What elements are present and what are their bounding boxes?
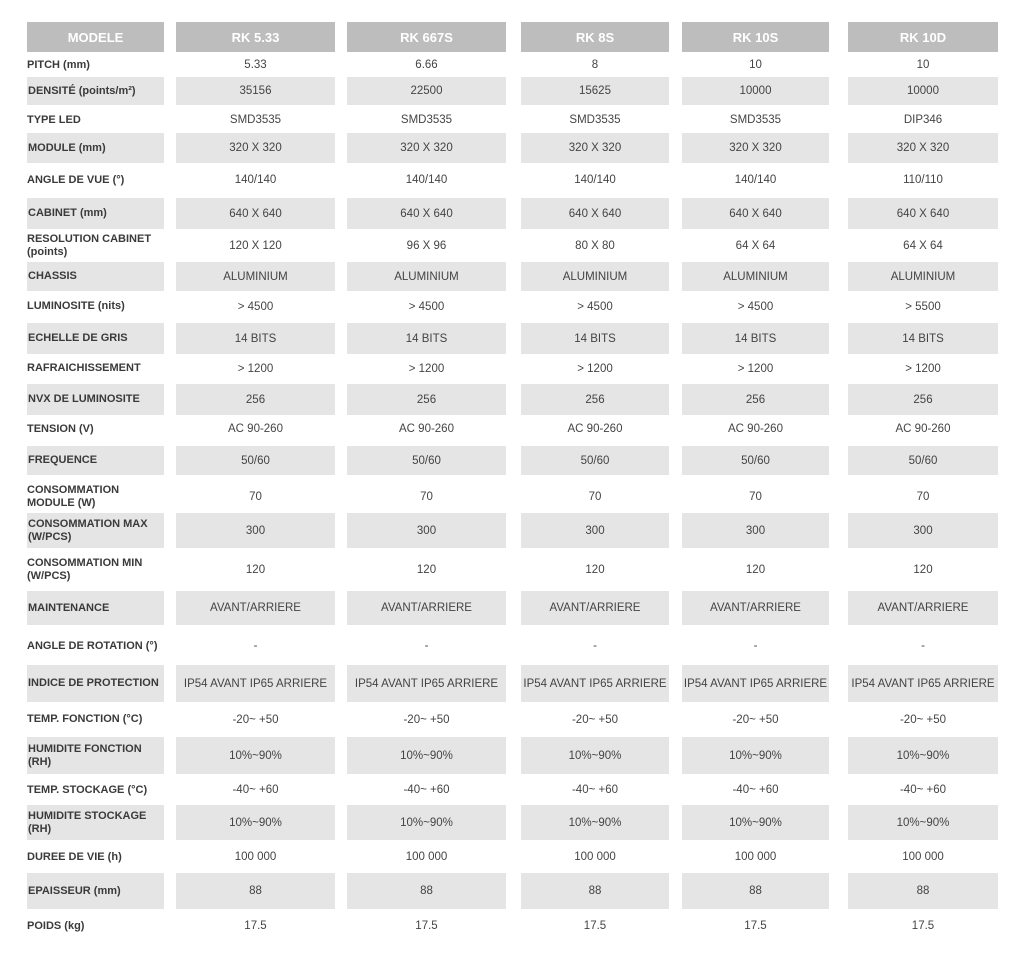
- spec-row: [27, 910, 998, 942]
- spec-value: -40~ +60: [403, 784, 450, 796]
- spec-value: 100 000: [405, 851, 448, 863]
- spec-value: 10%~90%: [176, 737, 335, 774]
- spec-value: SMD3535: [229, 114, 282, 126]
- spec-value: AVANT/ARRIERE: [176, 591, 335, 625]
- spec-label: CABINET (mm): [27, 198, 164, 229]
- spec-value: 10%~90%: [848, 737, 998, 774]
- spec-row: [27, 416, 998, 442]
- spec-row: [27, 133, 998, 163]
- spec-row: [27, 384, 998, 415]
- spec-value: 14 BITS: [176, 323, 335, 354]
- spec-value: 256: [176, 384, 335, 415]
- spec-value: > 1200: [905, 362, 941, 375]
- spec-value: 300: [848, 513, 998, 548]
- spec-value: 10000: [682, 77, 829, 105]
- spec-value: ALUMINIUM: [521, 262, 669, 291]
- spec-value: 88: [521, 873, 669, 909]
- spec-value: IP54 AVANT IP65 ARRIERE: [848, 665, 998, 702]
- spec-value: 50/60: [682, 446, 829, 475]
- spec-value: ALUMINIUM: [848, 262, 998, 291]
- spec-value: 300: [521, 513, 669, 548]
- spec-row: [27, 355, 998, 382]
- spec-value: 88: [347, 873, 506, 909]
- spec-value: 10: [916, 59, 930, 71]
- spec-value: > 4500: [237, 300, 274, 313]
- spec-value: -: [921, 640, 925, 652]
- spec-value: > 4500: [577, 300, 613, 313]
- spec-value: 10%~90%: [347, 805, 506, 840]
- spec-value: 50/60: [521, 446, 669, 475]
- spec-row: [27, 776, 998, 804]
- spec-value: 17.5: [415, 920, 438, 932]
- spec-label: LUMINOSITE (nits): [27, 300, 125, 312]
- spec-value: 50/60: [347, 446, 506, 475]
- spec-value: 50/60: [176, 446, 335, 475]
- spec-label: CHASSIS: [27, 262, 164, 291]
- spec-row: [27, 591, 998, 625]
- spec-value: SMD3535: [569, 114, 621, 126]
- spec-value: 50/60: [848, 446, 998, 475]
- spec-value: -: [593, 640, 597, 652]
- spec-value: 88: [176, 873, 335, 909]
- spec-value: DIP346: [903, 114, 943, 126]
- spec-value: 8: [591, 59, 599, 71]
- spec-label: INDICE DE PROTECTION: [27, 665, 164, 702]
- spec-value: ALUMINIUM: [682, 262, 829, 291]
- spec-row: [27, 873, 998, 909]
- spec-value: 15625: [521, 77, 669, 105]
- spec-value: > 1200: [237, 362, 274, 375]
- spec-row: [27, 77, 998, 105]
- spec-value: 120: [913, 564, 933, 576]
- spec-value: 10%~90%: [176, 805, 335, 840]
- spec-value: 96 X 96: [406, 239, 447, 252]
- spec-row: [27, 262, 998, 291]
- spec-label: MODULE (mm): [27, 133, 164, 163]
- spec-value: IP54 AVANT IP65 ARRIERE: [682, 665, 829, 702]
- spec-value: 64 X 64: [903, 239, 943, 252]
- spec-value: 640 X 640: [176, 198, 335, 229]
- spec-value: > 1200: [737, 362, 774, 375]
- spec-value: IP54 AVANT IP65 ARRIERE: [176, 665, 335, 702]
- spec-value: 14 BITS: [848, 323, 998, 354]
- spec-value: > 4500: [737, 300, 774, 313]
- spec-row: [27, 446, 998, 475]
- spec-row: [27, 108, 998, 132]
- spec-value: -40~ +60: [899, 784, 947, 796]
- spec-row: [27, 53, 998, 77]
- spec-value: AVANT/ARRIERE: [347, 591, 506, 625]
- spec-value: -40~ +60: [732, 784, 779, 796]
- spec-value: 14 BITS: [347, 323, 506, 354]
- spec-label: FREQUENCE: [27, 446, 164, 475]
- spec-value: 640 X 640: [682, 198, 829, 229]
- spec-value: -20~ +50: [232, 713, 279, 726]
- spec-value: AC 90-260: [728, 423, 783, 435]
- spec-value: 88: [682, 873, 829, 909]
- spec-value: IP54 AVANT IP65 ARRIERE: [347, 665, 506, 702]
- spec-value: 140/140: [734, 174, 777, 186]
- spec-row: [27, 164, 998, 196]
- spec-value: AVANT/ARRIERE: [848, 591, 998, 625]
- spec-value: 6.66: [415, 59, 438, 71]
- spec-value: 70: [420, 490, 433, 503]
- spec-row: [27, 291, 998, 322]
- spec-label: CONSOMMATION MODULE (W): [27, 483, 120, 509]
- spec-value: ALUMINIUM: [176, 262, 335, 291]
- spec-table: [27, 22, 998, 942]
- spec-label: PITCH (mm): [27, 58, 90, 71]
- spec-value: 320 X 320: [682, 133, 829, 163]
- spec-row: [27, 704, 998, 735]
- header-model-1: RK 667S: [347, 22, 506, 52]
- spec-value: ALUMINIUM: [347, 262, 506, 291]
- spec-value: > 1200: [408, 362, 445, 375]
- spec-value: 300: [176, 513, 335, 548]
- spec-row: [27, 479, 998, 514]
- spec-row: [27, 842, 998, 872]
- spec-value: 10%~90%: [347, 737, 506, 774]
- spec-label: NVX DE LUMINOSITE: [27, 384, 164, 415]
- spec-value: 256: [682, 384, 829, 415]
- spec-value: 5.33: [244, 59, 267, 71]
- spec-value: 70: [749, 490, 762, 503]
- spec-row: [27, 628, 998, 664]
- spec-value: -20~ +50: [403, 713, 450, 726]
- spec-row: [27, 737, 998, 774]
- spec-value: 300: [347, 513, 506, 548]
- spec-value: 140/140: [574, 174, 616, 186]
- spec-value: AVANT/ARRIERE: [682, 591, 829, 625]
- spec-value: -: [253, 640, 258, 652]
- spec-value: 17.5: [244, 920, 267, 932]
- spec-value: 120: [585, 564, 605, 576]
- spec-label: TENSION (V): [27, 422, 94, 435]
- spec-value: -: [753, 640, 758, 652]
- spec-label: HUMIDITE STOCKAGE (RH): [27, 805, 164, 840]
- spec-value: -: [424, 640, 429, 652]
- spec-value: 100 000: [902, 851, 944, 863]
- header-model-0: RK 5.33: [176, 22, 335, 52]
- spec-value: -40~ +60: [232, 784, 279, 796]
- spec-value: 10000: [848, 77, 998, 105]
- header-row: [27, 22, 998, 52]
- spec-value: 100 000: [734, 851, 777, 863]
- spec-label: TYPE LED: [27, 113, 81, 126]
- spec-label: TEMP. STOCKAGE (°C): [27, 783, 148, 796]
- spec-value: -20~ +50: [899, 713, 947, 726]
- spec-value: -20~ +50: [571, 713, 619, 726]
- spec-label: RESOLUTION CABINET (points): [27, 232, 152, 258]
- spec-value: 17.5: [911, 920, 935, 932]
- spec-label: DENSITÉ (points/m²): [27, 77, 164, 105]
- spec-value: 640 X 640: [848, 198, 998, 229]
- spec-value: 70: [588, 490, 602, 503]
- spec-label: HUMIDITE FONCTION (RH): [27, 737, 164, 774]
- spec-label: ANGLE DE VUE (°): [27, 173, 125, 186]
- spec-value: 80 X 80: [575, 239, 615, 252]
- spec-value: 100 000: [234, 851, 277, 863]
- spec-value: AC 90-260: [399, 423, 454, 435]
- spec-value: 140/140: [234, 174, 277, 186]
- spec-value: 640 X 640: [521, 198, 669, 229]
- spec-value: 10%~90%: [521, 737, 669, 774]
- header-model-4: RK 10D: [848, 22, 998, 52]
- spec-value: 120: [416, 564, 437, 576]
- spec-row: [27, 665, 998, 702]
- spec-value: 256: [848, 384, 998, 415]
- spec-value: 70: [916, 490, 930, 503]
- spec-value: 35156: [176, 77, 335, 105]
- spec-value: 640 X 640: [347, 198, 506, 229]
- spec-value: > 4500: [408, 300, 445, 313]
- spec-value: 17.5: [583, 920, 607, 932]
- spec-label: ECHELLE DE GRIS: [27, 323, 164, 354]
- spec-label: EPAISSEUR (mm): [27, 873, 164, 909]
- spec-row: [27, 513, 998, 548]
- spec-value: 256: [347, 384, 506, 415]
- spec-value: 14 BITS: [682, 323, 829, 354]
- spec-row: [27, 229, 998, 262]
- spec-value: 320 X 320: [521, 133, 669, 163]
- spec-label: POIDS (kg): [27, 919, 85, 932]
- spec-value: 320 X 320: [848, 133, 998, 163]
- spec-label: DUREE DE VIE (h): [27, 850, 122, 863]
- spec-value: 10%~90%: [848, 805, 998, 840]
- spec-label: ANGLE DE ROTATION (°): [27, 639, 158, 652]
- spec-row: [27, 550, 998, 590]
- spec-value: AC 90-260: [228, 423, 283, 435]
- spec-value: 256: [521, 384, 669, 415]
- spec-value: > 1200: [577, 362, 613, 375]
- header-model-2: RK 8S: [521, 22, 669, 52]
- spec-value: 88: [848, 873, 998, 909]
- spec-value: 14 BITS: [521, 323, 669, 354]
- spec-value: SMD3535: [400, 114, 453, 126]
- spec-value: 320 X 320: [176, 133, 335, 163]
- spec-value: AC 90-260: [895, 423, 951, 435]
- spec-value: 120 X 120: [229, 239, 282, 252]
- spec-value: 10%~90%: [682, 805, 829, 840]
- spec-label: RAFRAICHISSEMENT: [27, 362, 141, 374]
- spec-value: 120: [745, 564, 766, 576]
- spec-label: CONSOMMATION MIN (W/PCS): [27, 557, 143, 582]
- spec-label: CONSOMMATION MAX (W/PCS): [27, 513, 164, 548]
- spec-value: 70: [249, 490, 262, 503]
- spec-row: [27, 198, 998, 229]
- spec-value: 10%~90%: [682, 737, 829, 774]
- header-model-3: RK 10S: [682, 22, 829, 52]
- spec-label: TEMP. FONCTION (°C): [27, 713, 143, 725]
- spec-value: IP54 AVANT IP65 ARRIERE: [521, 665, 669, 702]
- spec-value: 140/140: [405, 174, 448, 186]
- spec-value: -40~ +60: [571, 784, 619, 796]
- spec-value: 64 X 64: [735, 239, 776, 252]
- spec-value: 100 000: [574, 851, 616, 863]
- spec-value: 22500: [347, 77, 506, 105]
- spec-value: AC 90-260: [567, 423, 623, 435]
- header-model-label: MODELE: [27, 22, 164, 52]
- spec-value: AVANT/ARRIERE: [521, 591, 669, 625]
- spec-value: 110/110: [903, 174, 943, 186]
- spec-row: [27, 805, 998, 840]
- spec-value: SMD3535: [729, 114, 782, 126]
- spec-value: -20~ +50: [732, 713, 779, 726]
- spec-value: 10: [749, 59, 762, 71]
- spec-value: > 5500: [905, 300, 941, 313]
- spec-value: 300: [682, 513, 829, 548]
- spec-value: 320 X 320: [347, 133, 506, 163]
- spec-label: MAINTENANCE: [27, 591, 164, 625]
- spec-value: 17.5: [744, 920, 767, 932]
- spec-value: 10%~90%: [521, 805, 669, 840]
- spec-row: [27, 323, 998, 354]
- spec-value: 120: [245, 564, 266, 576]
